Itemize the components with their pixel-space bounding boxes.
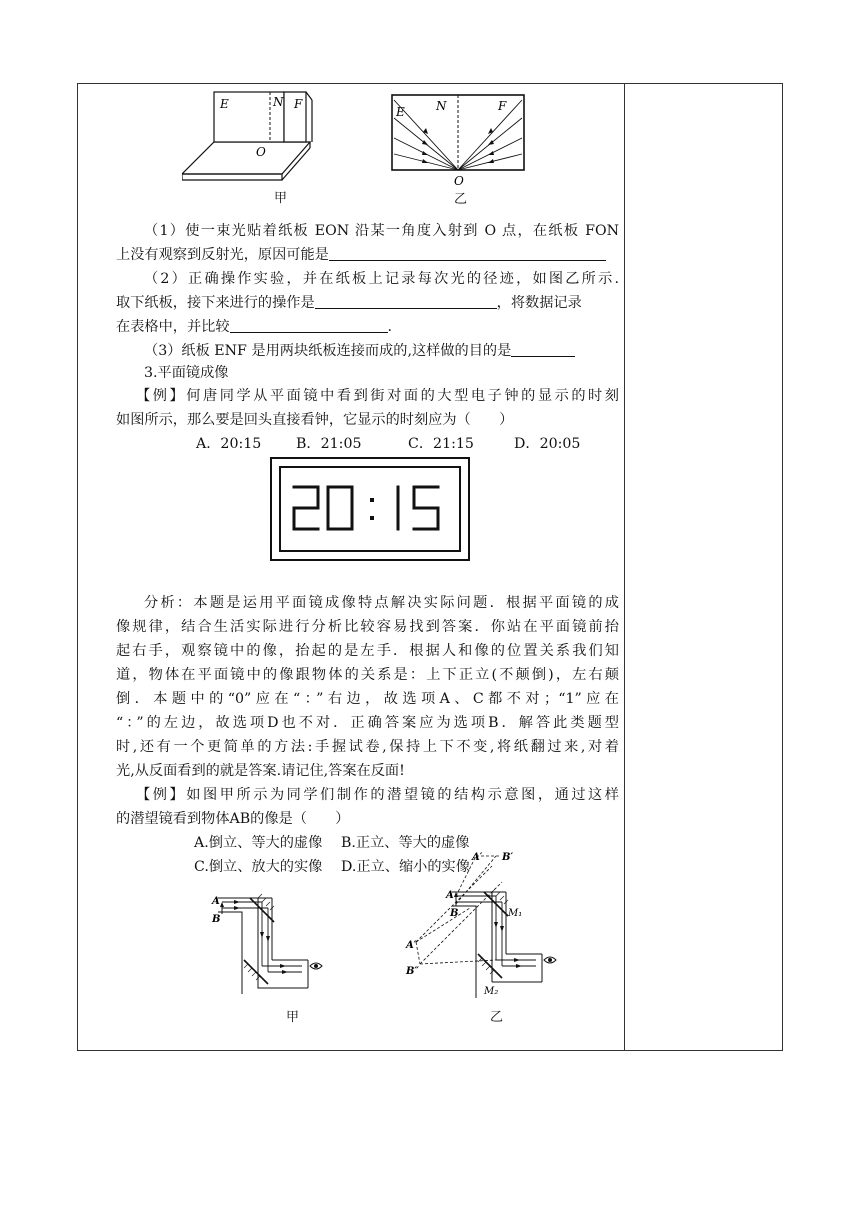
analysis-line-5: 倒．本题中的“0”应在“：”右边，故选项A、C都不对；“1”应在: [116, 691, 619, 707]
example-2-line1: 【例】如图甲所示为同学们制作的潜望镜的结构示意图，通过这样: [136, 787, 619, 803]
label-M1: M₁: [508, 908, 523, 919]
page-table: [77, 83, 783, 1051]
label-A: A: [212, 896, 220, 907]
label-B-double-prime: B″: [406, 966, 419, 977]
example-2-line2: 的潜望镜看到物体AB的像是（ ）: [116, 811, 350, 827]
analysis-line-7: 时,还有一个更简单的方法:手握试卷,保持上下不变,将纸翻过来,对着: [116, 739, 619, 755]
section-3-title: 3.平面镜成像: [144, 365, 229, 381]
q1-part1-line1: （1）使一束光贴着纸板 EON 沿某一角度入射到 O 点，在纸板 FON: [144, 223, 619, 239]
label-F: F: [294, 97, 303, 111]
caption-jia-2: 甲: [286, 1010, 300, 1025]
column-divider: [624, 84, 625, 1050]
analysis-line-8: 光,从反面看到的就是答案.请记住,答案在反面!: [116, 763, 405, 779]
label-A: A: [446, 890, 454, 901]
periscope-figure-jia: [178, 874, 328, 994]
option-c: C．21:15: [408, 436, 474, 452]
q1-part2-line2: 取下纸板，接下来进行的操作是 ，将数据记录: [116, 295, 582, 311]
periscope-figure-yi: [372, 852, 562, 1008]
option-a: A．20:15: [196, 436, 262, 452]
q1-part2-line3: 在表格中，并比较 .: [116, 319, 393, 335]
example-2-options-row1: A.倒立、等大的虚像 B.正立、等大的虚像: [194, 835, 470, 851]
example-1-line2: 如图所示，那么要是回头直接看钟，它显示的时刻应为（ ）: [116, 412, 514, 428]
label-N: N: [436, 99, 447, 113]
example-2-options-row2: C.倒立、放大的实像 D.正立、缩小的实像: [194, 859, 470, 875]
caption-yi-1: 乙: [454, 192, 468, 207]
label-M2: M₂: [484, 986, 499, 997]
label-N: N: [273, 95, 284, 109]
label-O: O: [454, 174, 464, 188]
label-B: B: [450, 908, 459, 919]
label-F: F: [498, 99, 507, 113]
option-b: B．21:05: [296, 436, 362, 452]
digital-clock-figure: [270, 457, 470, 561]
figure-board-jia: [182, 90, 322, 186]
analysis-line-4: 道，物体在平面镜中的像跟物体的关系是：上下正立(不颠倒)，左右颠: [116, 667, 619, 683]
example-1-line1: 【例】何唐同学从平面镜中看到街对面的大型电子钟的显示的时刻: [136, 388, 619, 404]
label-E: E: [396, 105, 405, 119]
analysis-line-1: 分析：本题是运用平面镜成像特点解决实际问题．根据平面镜的成: [144, 595, 619, 611]
caption-yi-2: 乙: [490, 1010, 504, 1025]
label-B: B: [212, 914, 221, 925]
label-A-double-prime: A″: [406, 940, 419, 951]
label-B-prime: B′: [502, 852, 514, 863]
q1-part1-line2: 上没有观察到反射光，原因可能是: [116, 245, 619, 265]
analysis-line-3: 起右手，观察镜中的像，抬起的是左手．根据人和像的位置关系我们知: [116, 643, 619, 659]
analysis-line-6: “：”的左边，故选项D也不对．正确答案应为选项B．解答此类题型: [116, 715, 619, 731]
label-E: E: [220, 97, 229, 111]
q1-part2-line1: （2）正确操作实验，并在纸板上记录每次光的径迹，如图乙所示.: [144, 271, 619, 287]
figure-rays-yi: [390, 92, 528, 188]
analysis-line-2: 像规律，结合生活实际进行分析比较容易找到答案．你站在平面镜前抬: [116, 619, 619, 635]
label-A-prime: A′: [472, 852, 483, 863]
q1-part3-line1: （3）纸板 ENF 是用两块纸板连接而成的,这样做的目的是: [116, 341, 619, 361]
label-O: O: [256, 145, 266, 159]
option-d: D．20:05: [514, 436, 581, 452]
caption-jia-1: 甲: [274, 191, 288, 206]
